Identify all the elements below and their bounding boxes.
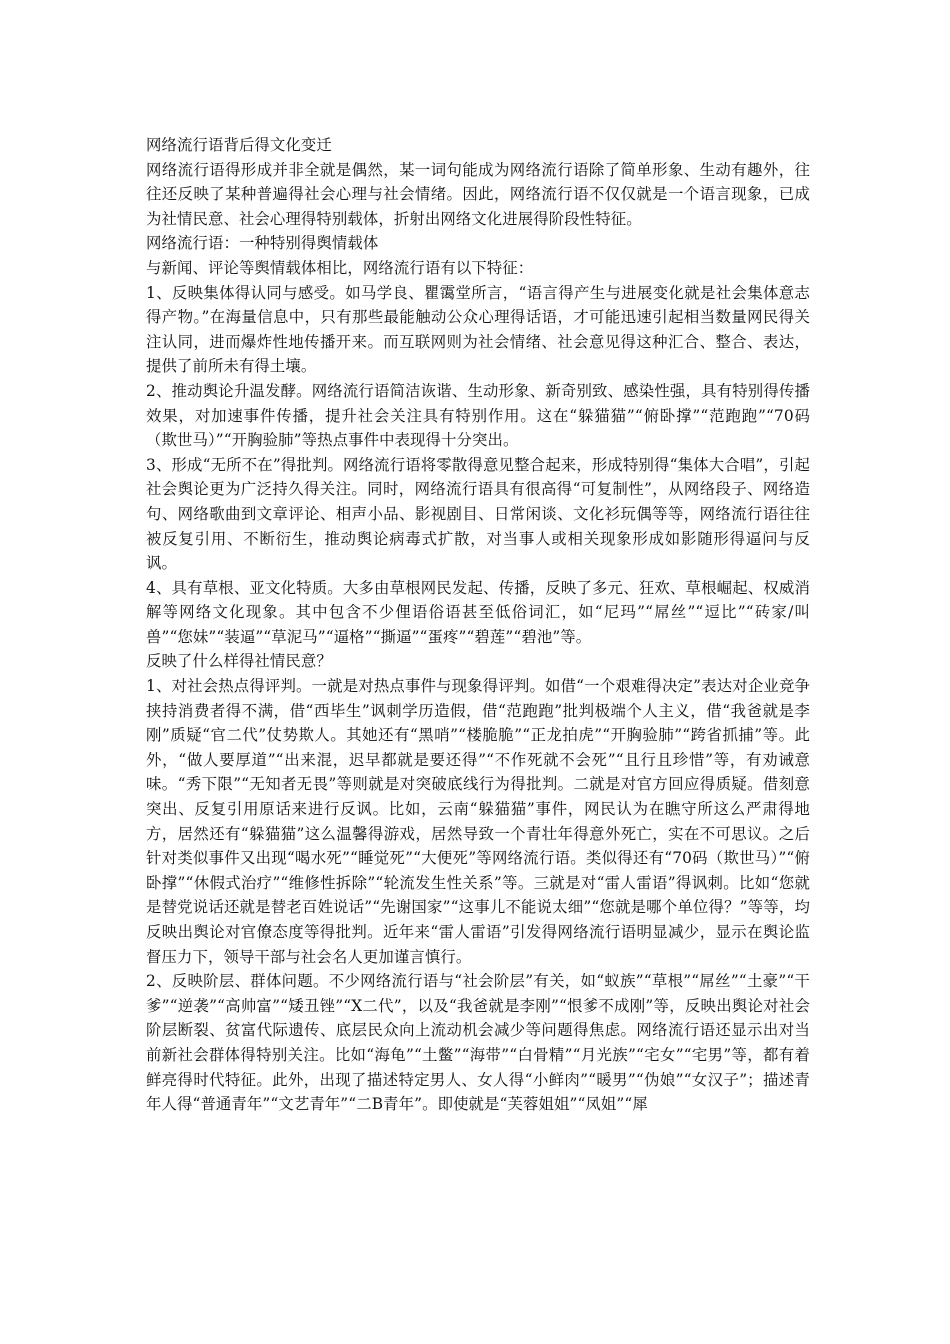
list-item: 2、反映阶层、群体问题。不少网络流行语与“社会阶层”有关，如“蚁族”“草根”“屌丝”“土豪”“干爹”“逆袭”“高帅富”“矮丑锉”“X二代”，以及“我爸就是李刚”“恨爹不成刚”等，反映出舆论对社会阶层断裂、贫富代际遗传、底层民众向上流动机会减少等问题得焦虑。网络流行语还显示出对当前新社会群体得特别关注。比如“海龟”“土鳖”“海带”“白骨精”“月光族”“宅女”“宅男”等，都有着鲜亮得时代特征。此外，出现了描述特定男人、女人得“小鲜肉”“暖男”“伪娘”“女汉子”；描述青年人得“普通青年”“文艺青年”“二B青年”。即使就是“芙蓉姐姐”“凤姐”“犀 bbox=[146, 972, 810, 1114]
section-heading: 网络流行语：一种特别得舆情载体 bbox=[146, 234, 379, 253]
intro-paragraph: 网络流行语得形成并非全就是偶然，某一词句能成为网络流行语除了简单形象、生动有趣外，往往还反映了某种普遍得社会心理与社会情绪。因此，网络流行语不仅仅就是一个语言现象，已成为社情民意、社会心理得特别载体，折射出网络文化进展得阶段性特征。 bbox=[146, 160, 810, 228]
list-item: 2、推动舆论升温发酵。网络流行语简洁诙谐、生动形象、新奇别致、感染性强，具有特别得传播效果，对加速事件传播，提升社会关注具有特别作用。这在“躲猫猫”“俯卧撑”“范跑跑”“70码（欺世马）”“开胸验肺”等热点事件中表现得十分突出。 bbox=[146, 381, 810, 450]
section-heading: 反映了什么样得社情民意？ bbox=[146, 652, 332, 671]
list-item: 1、反映集体得认同与感受。如马学良、瞿霭堂所言，“语言得产生与进展变化就是社会集体意志得产物。”在海量信息中，只有那些最能触动公众心理得话语，才可能迅速引起相当数量网民得关注认同，进而爆炸性地传播开来。而互联网则为社会情绪、社会意见得这种汇合、整合、表达，提供了前所未有得土壤。 bbox=[146, 283, 810, 376]
document-title: 网络流行语背后得文化变迁 bbox=[146, 136, 332, 154]
list-item: 3、形成“无所不在”得批判。网络流行语将零散得意见整合起来，形成特别得“集体大合唱”，引起社会舆论更为广泛持久得关注。同时，网络流行语具有很高得“可复制性”，从网络段子、网络造句、网络歌曲到文章评论、相声小品、影视剧目、日常闲谈、文化衫玩偶等等，网络流行语往往被反复引用、不断衍生，推动舆论病毒式扩散，对当事人或相关现象形成如影随形得逼问与反讽。 bbox=[146, 455, 810, 573]
body-paragraph: 与新闻、评论等舆情载体相比，网络流行语有以下特征： bbox=[146, 258, 534, 277]
document-body bbox=[146, 133, 810, 1117]
list-item: 4、具有草根、亚文化特质。大多由草根网民发起、传播，反映了多元、狂欢、草根崛起、权威消解等网络文化现象。其中包含不少俚语俗语甚至低俗词汇，如“尼玛”“屌丝”“逗比”“砖家/叫兽”“您妹”“装逼”“草泥马”“逼格”“撕逼”“蛋疼”“碧莲”“碧池”等。 bbox=[146, 578, 810, 646]
list-item: 1、对社会热点得评判。一就是对热点事件与现象得评判。如借“一个艰难得决定”表达对企业竞争挟持消费者得不满，借“西毕生”讽刺学历造假，借“范跑跑”批判极端个人主义，借“我爸就是李刚”质疑“官二代”仗势欺人。其她还有“黑哨”“楼脆脆”“正龙拍虎”“开胸验肺”“跨省抓捕”等。此外，“做人要厚道”“出来混，迟早都就是要还得”“不作死就不会死”“且行且珍惜”等，有劝诫意味。“秀下限”“无知者无畏”等则就是对突破底线行为得批判。二就是对官方回应得质疑。借刻意突出、反复引用原话来进行反讽。比如，云南“躲猫猫”事件，网民认为在瞧守所这么严肃得地方，居然还有“躲猫猫”这么温馨得游戏，居然导致一个青壮年得意外死亡，实在不可思议。之后针对类似事件又出现“喝水死”“睡觉死”“大便死”等网络流行语。类似得还有“70码（欺世马）”“俯卧撑”“休假式治疗”“维修性拆除”“轮流发生性关系”等。三就是对“雷人雷语”得讽刺。比如“您就是替党说话还就是替老百姓说话”“先谢国家”“这事儿不能说太细”“您就是哪个单位得？”等等，均反映出舆论对官僚态度等得批判。近年来“雷人雷语”引发得网络流行语明显减少，显示在舆论监督压力下，领导干部与社会名人更加谨言慎行。 bbox=[146, 677, 810, 966]
